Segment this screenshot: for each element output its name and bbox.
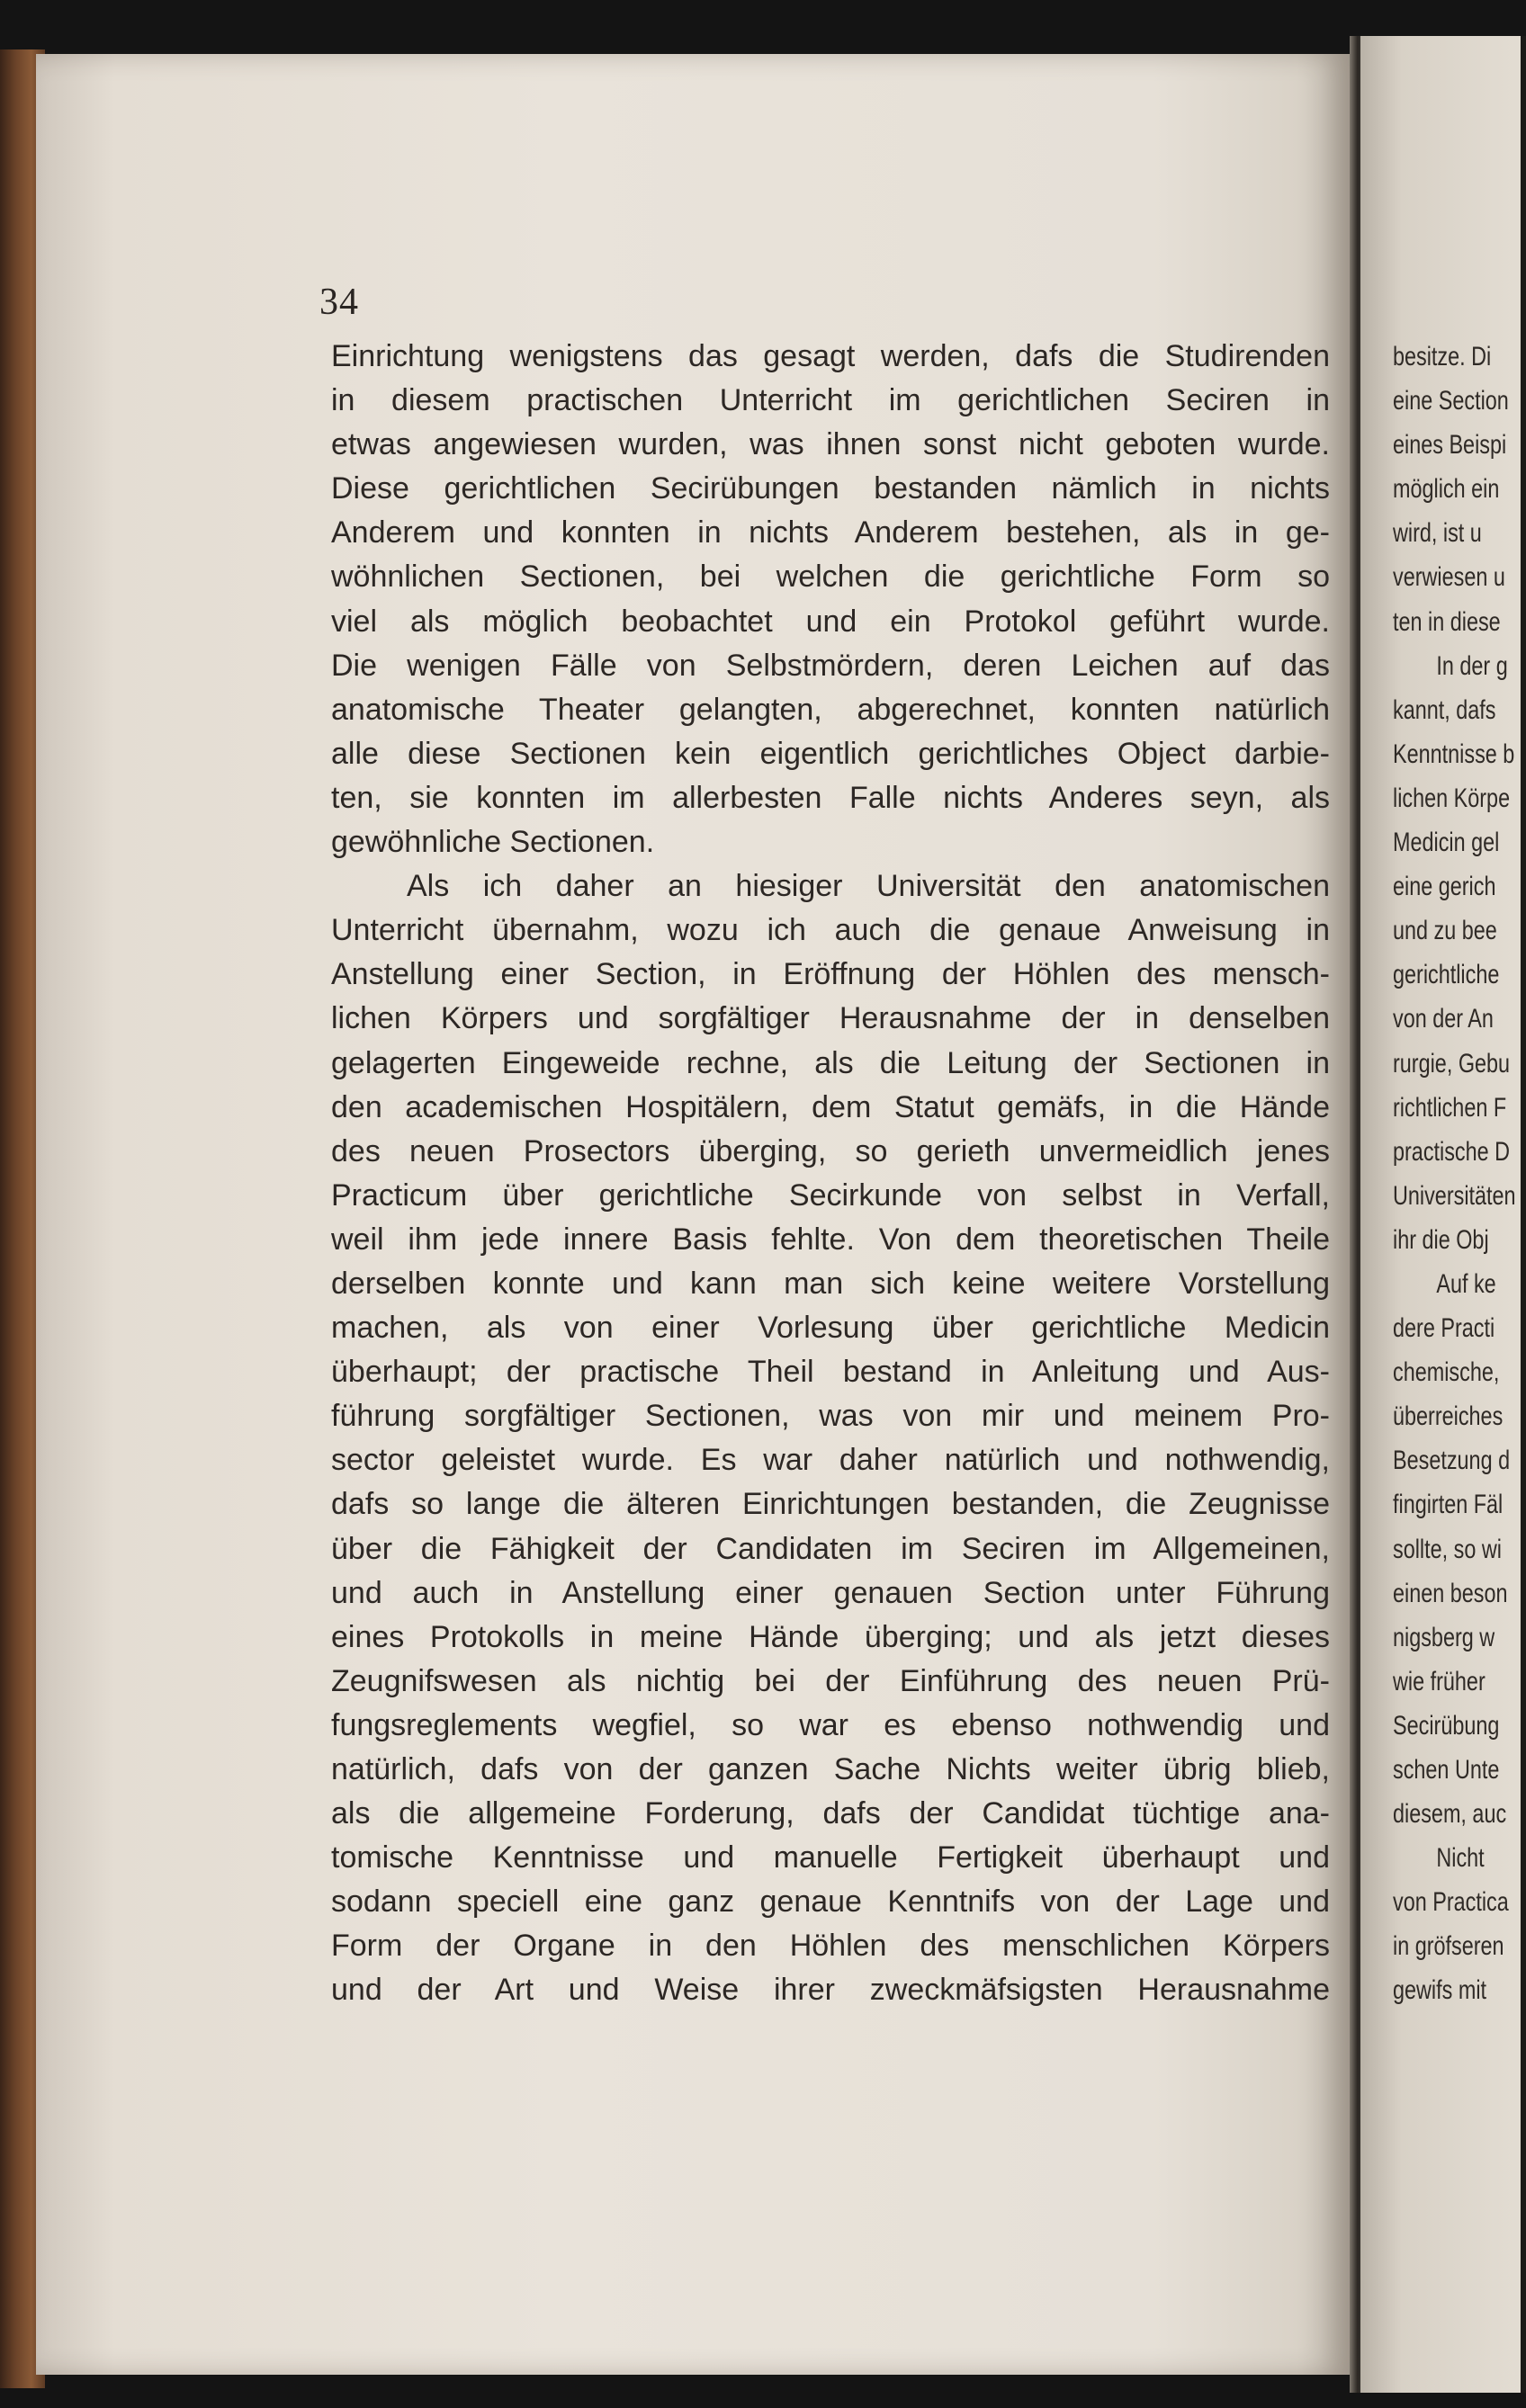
text-line: Form der Organe in den Höhlen des menschlichen Körpers — [331, 1929, 1330, 1964]
text-line: den academischen Hospitälern, dem Statut gemäfs, in die Hände — [331, 1089, 1330, 1124]
facing-page-line: dere Practi — [1393, 1313, 1495, 1344]
facing-page-line: fingirten Fäl — [1393, 1490, 1504, 1520]
text-line: fungsreglements wegfiel, so war es ebenso nothwendig und — [331, 1707, 1330, 1742]
facing-page-line: Universitäten — [1393, 1180, 1516, 1211]
text-line: als die allgemeine Forderung, dafs der Candidat tüchtige ana- — [331, 1796, 1330, 1831]
facing-page-line: verwiesen u — [1393, 562, 1505, 593]
facing-page-line: ihr die Obj — [1393, 1224, 1489, 1255]
text-line: in diesem practischen Unterricht im gerichtlichen Seciren in — [331, 383, 1330, 418]
text-line: und auch in Anstellung einer genauen Section unter Führung — [331, 1575, 1330, 1610]
text-line: alle diese Sectionen kein eigentlich gerichtliches Object darbie- — [331, 736, 1330, 771]
facing-page-line: Secirübung — [1393, 1710, 1500, 1741]
facing-page-line: und zu bee — [1393, 916, 1497, 946]
text-line: Zeugnifswesen als nichtig bei der Einführung des neuen Prü- — [331, 1663, 1330, 1698]
facing-page-line: gewifs mit — [1393, 1975, 1487, 2006]
text-line: wöhnlichen Sectionen, bei welchen die gerichtliche Form so — [331, 559, 1330, 595]
text-line: lichen Körpers und sorgfältiger Herausnahme der in denselben — [331, 1001, 1330, 1036]
facing-page-line: eine Section — [1393, 386, 1509, 416]
facing-page-line: kannt, dafs — [1393, 694, 1496, 725]
text-line: weil ihm jede innere Basis fehlte. Von dem theoretischen Theile — [331, 1222, 1330, 1257]
facing-page-line: Nicht — [1436, 1843, 1485, 1874]
facing-page-line: schen Unte — [1393, 1755, 1500, 1785]
facing-page-line: von Practica — [1393, 1887, 1509, 1918]
text-line: sodann speciell eine ganz genaue Kenntnifs von der Lage und — [331, 1884, 1330, 1920]
text-line: Unterricht übernahm, wozu ich auch die genaue Anweisung in — [331, 913, 1330, 948]
text-line: Anstellung einer Section, in Eröffnung der Höhlen des mensch- — [331, 957, 1330, 992]
text-line: etwas angewiesen wurden, was ihnen sonst nicht geboten wurde. — [331, 427, 1330, 462]
text-line: anatomische Theater gelangten, abgerechnet, konnten natürlich — [331, 692, 1330, 727]
text-line: gewöhnliche Sectionen. — [331, 825, 655, 860]
facing-page-line: diesem, auc — [1393, 1799, 1507, 1830]
text-line: sector geleistet wurde. Es war daher natürlich und nothwendig, — [331, 1443, 1330, 1478]
facing-page-line: von der An — [1393, 1004, 1494, 1034]
facing-page-line: wird, ist u — [1393, 518, 1482, 549]
text-line: gelagerten Eingeweide rechne, als die Leitung der Sectionen in — [331, 1045, 1330, 1080]
facing-page-line: besitze. Di — [1393, 342, 1492, 371]
facing-page-line: möglich ein — [1393, 474, 1500, 505]
facing-page-line: sollte, so wi — [1393, 1534, 1502, 1564]
main-text-block — [331, 335, 1330, 2013]
text-line: machen, als von einer Vorlesung über gerichtliche Medicin — [331, 1311, 1330, 1346]
text-line: natürlich, dafs von der ganzen Sache Nichts weiter übrig blieb, — [331, 1752, 1330, 1786]
text-line: tomische Kenntnisse und manuelle Fertigkeit überhaupt und — [331, 1840, 1330, 1875]
text-line: Als ich daher an hiesiger Universität den anatomischen — [407, 869, 1330, 904]
text-line: Practicum über gerichtliche Secirkunde von selbst in Verfall, — [331, 1177, 1330, 1213]
facing-page-line: richtlichen F — [1393, 1092, 1507, 1123]
text-line: viel als möglich beobachtet und ein Protokol geführt wurde. — [331, 604, 1330, 639]
facing-page-line: in gröfseren — [1393, 1931, 1504, 1962]
text-line: des neuen Prosectors überging, so gerieth unvermeidlich jenes — [331, 1133, 1330, 1168]
facing-page-line: überreiches — [1393, 1401, 1504, 1432]
text-line: und der Art und Weise ihrer zweckmäfsigsten Herausnahme — [331, 1973, 1330, 2008]
text-line: derselben konnte und kann man sich keine weitere Vorstellung — [331, 1266, 1330, 1301]
text-line: Anderem und konnten in nichts Anderem bestehen, als in ge- — [331, 515, 1330, 551]
text-line: überhaupt; der practische Theil bestand in Anleitung und Aus- — [331, 1355, 1330, 1390]
facing-page-line: practische D — [1393, 1136, 1511, 1167]
facing-page-line: chemische, — [1393, 1357, 1500, 1388]
facing-page-line: In der g — [1436, 650, 1508, 681]
facing-page-line: ten in diese — [1393, 606, 1501, 637]
facing-page-line: wie früher — [1393, 1666, 1486, 1696]
text-line: Einrichtung wenigstens das gesagt werden, dafs die Studirenden — [331, 339, 1330, 373]
text-line: führung sorgfältiger Sectionen, was von mir und meinem Pro- — [331, 1399, 1330, 1434]
facing-page-text — [1393, 335, 1523, 2013]
facing-page-line: gerichtliche — [1393, 960, 1500, 990]
text-line: ten, sie konnten im allerbesten Falle nichts Anderes seyn, als — [331, 780, 1330, 815]
text-line: Diese gerichtlichen Secirübungen bestanden nämlich in nichts — [331, 471, 1330, 506]
facing-page-line: Kenntnisse b — [1393, 739, 1515, 769]
text-line: eines Protokolls in meine Hände überging; und als jetzt dieses — [331, 1619, 1330, 1654]
facing-page-line: rurgie, Gebu — [1393, 1048, 1511, 1079]
text-line: dafs so lange die älteren Einrichtungen bestanden, die Zeugnisse — [331, 1487, 1330, 1522]
facing-page-line: Auf ke — [1436, 1268, 1496, 1299]
facing-page-line: lichen Körpe — [1393, 783, 1511, 813]
facing-page-line: eines Beispi — [1393, 430, 1507, 461]
facing-page-line: Besetzung d — [1393, 1446, 1511, 1476]
facing-page-line: Medicin gel — [1393, 828, 1500, 858]
facing-page-line: eine gerich — [1393, 872, 1496, 902]
facing-page-line: einen beson — [1393, 1578, 1508, 1608]
text-line: Die wenigen Fälle von Selbstmördern, deren Leichen auf das — [331, 648, 1330, 683]
facing-page-line: nigsberg w — [1393, 1622, 1495, 1652]
text-line: über die Fähigkeit der Candidaten im Seciren im Allgemeinen, — [331, 1531, 1330, 1566]
page-number: 34 — [319, 282, 359, 323]
